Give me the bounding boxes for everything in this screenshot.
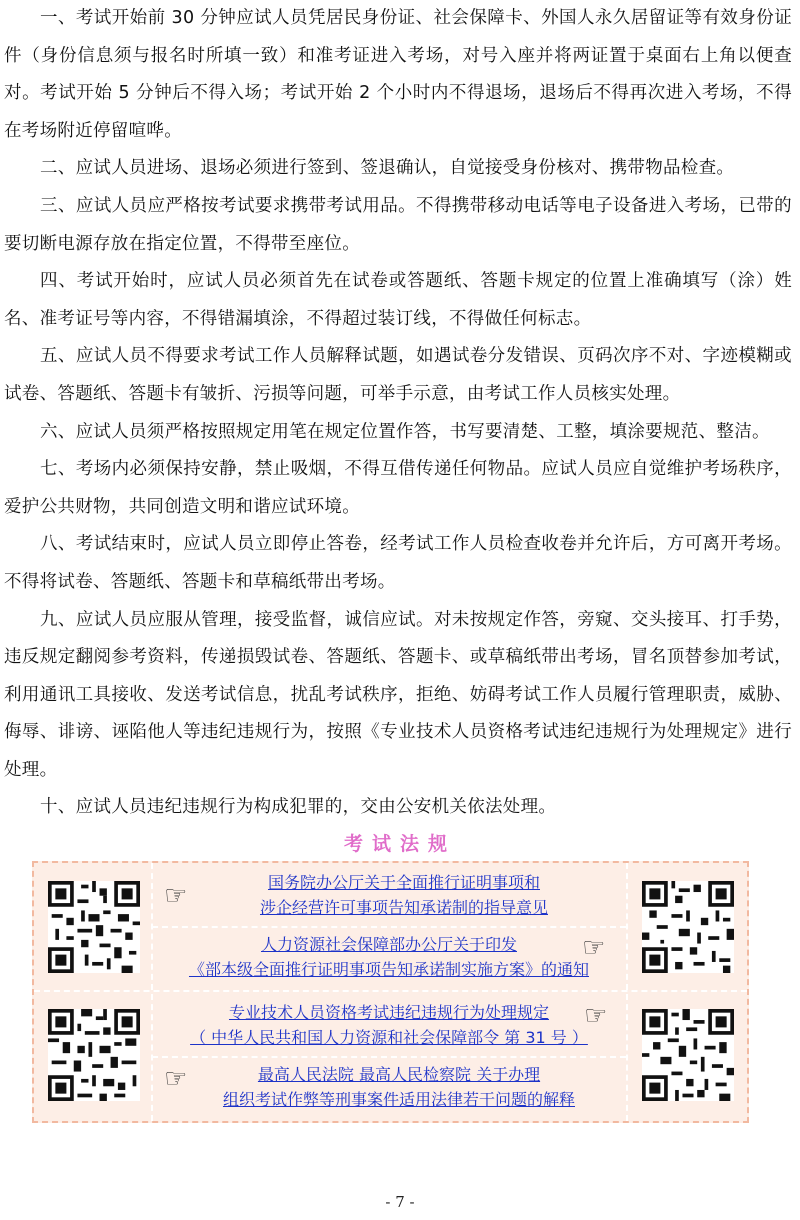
rule-5: 五、应试人员不得要求考试工作人员解释试题，如遇试卷分发错误、页码次序不对、字迹模糊或试卷、答题纸、答题卡有皱折、污损等问题，可举手示意，由考试工作人员核实处理。 [4, 346, 792, 404]
regulation-link-4[interactable]: 最高人民法院 最高人民检察院 关于办理 组织考试作弊等刑事案件适用法律若干问题的解释 [222, 1065, 575, 1109]
rule-6: 六、应试人员须严格按照规定用笔在规定位置作答，书写要清楚、工整，填涂要规范、整洁。 [40, 421, 770, 442]
pointing-hand-icon: ☞ [164, 1064, 188, 1094]
rule-8: 八、考试结束时，应试人员立即停止答卷，经考试工作人员检查收卷并允许后，方可离开考场。不得将试卷、答题纸、答题卡和草稿纸带出考场。 [4, 534, 792, 592]
rule-10: 十、应试人员违纪违规行为构成犯罪的，交由公安机关依法处理。 [40, 797, 557, 818]
rule-7: 七、考场内必须保持安静，禁止吸烟，不得互借传递任何物品。应试人员应自觉维护考场秩序，爱护公共财物，共同创造文明和谐应试环境。 [4, 459, 792, 517]
pointing-hand-icon: ☞ [584, 1001, 608, 1031]
regulation-link-1[interactable]: 国务院办公厅关于全面推行证明事项和 涉企经营许可事项告知承诺制的指导意见 [259, 873, 548, 917]
exam-rules [4, 0, 792, 827]
left-divider [151, 863, 153, 1121]
qr-code-icon[interactable] [642, 1009, 734, 1101]
regulation-link-2[interactable]: 人力资源社会保障部办公厅关于印发 《部本级全面推行证明事项告知承诺制实施方案》的通知 [188, 935, 589, 979]
rule-9: 九、应试人员应服从管理，接受监督，诚信应试。对未按规定作答，旁窥、交头接耳、打手势，违反规定翻阅参考资料，传递损毁试卷、答题纸、答题卡、或草稿纸带出考场，冒名顶替参加考试，利用通讯工具接收、发送考试信息，扰乱考试秩序，拒绝、妨碍考试工作人员履行管理职责，威胁、侮辱、诽谤、诬陷他人等违纪违规行为，按照《专业技术人员资格考试违纪违规行为处理规定》进行处理。 [4, 609, 792, 780]
qr-code-icon[interactable] [642, 881, 734, 973]
page-number: - 7 - [385, 1193, 415, 1211]
row-divider [34, 990, 747, 992]
rule-4: 四、考试开始时，应试人员必须首先在试卷或答题纸、答题卡规定的位置上准确填写（涂）姓名、准考证号等内容，不得错漏填涂，不得超过装订线，不得做任何标志。 [4, 271, 792, 329]
rule-3: 三、应试人员应严格按考试要求携带考试用品。不得携带移动电话等电子设备进入考场，已带的要切断电源存放在指定位置，不得带至座位。 [4, 195, 792, 254]
qr-code-icon[interactable] [48, 881, 140, 973]
pointing-hand-icon: ☞ [164, 881, 188, 911]
rule-2: 二、应试人员进场、退场必须进行签到、签退确认，自觉接受身份核对、携带物品检查。 [40, 158, 735, 179]
link-divider-1 [152, 926, 626, 928]
regulation-link-3[interactable]: 专业技术人员资格考试违纪违规行为处理规定 （ 中华人民共和国人力资源和社会保障部令 第 31 号 ） [190, 1003, 588, 1047]
pointing-hand-icon: ☞ [582, 933, 606, 963]
regulations-box [32, 861, 749, 1123]
rule-1: 一、考试开始前 30 分钟应试人员凭居民身份证、社会保障卡、外国人永久居留证等有效身份证件（身份信息须与报名时所填一致）和准考证进入考场，对号入座并将两证置于桌面右上角以便查对。考试开始 5 分钟后不得入场；考试开始 2 个小时内不得退场，退场后不得再次进入考场，不得在考场附近停留喧哗。 [4, 8, 792, 141]
qr-code-icon[interactable] [48, 1009, 140, 1101]
right-divider [626, 863, 628, 1121]
link-divider-2 [152, 1056, 626, 1058]
regulations-title: 考试法规 [343, 833, 456, 855]
